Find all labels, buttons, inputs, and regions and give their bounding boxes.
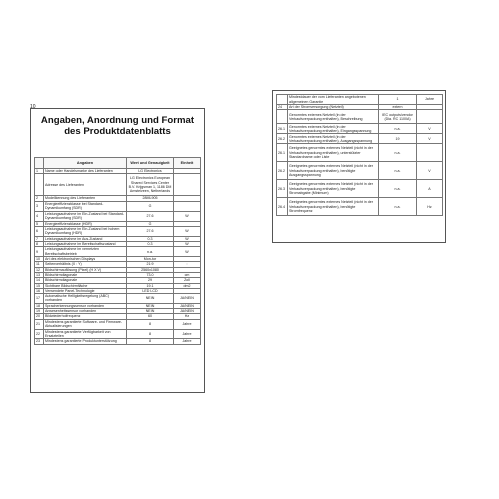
row-value: 27.6 [127,226,174,236]
row-number: 8 [35,242,44,247]
row-unit: V [417,162,443,180]
row-unit: A [417,180,443,198]
row-label: Verwendete Panel-Technologie [44,288,127,293]
row-number [277,110,288,124]
table-row [277,198,443,216]
row-label: Geeignetes genormtes externes Netzteil (nicht in der Verkaufsverpackung enthalten), benötigte Stromfrequenz [288,198,379,216]
row-number: 2 [35,196,44,201]
row-value: IEC outputs/vendor (Dia. RC 1100A) [379,110,417,124]
row-unit: W [174,236,201,241]
row-number: 7 [35,236,44,241]
row-label: Mindestens garantierte Verfügbarkeit von Ersatzteilen [44,329,127,339]
row-number [35,174,44,196]
row-label: Spracherkennungssensor vorhanden [44,303,127,308]
row-number: 24 [277,105,288,110]
row-unit: Zoll [174,278,201,283]
row-label: Leistungsaufnahme im Aus-Zustand [44,236,127,241]
row-value: G [127,221,174,226]
row-unit [417,144,443,162]
row-label: Name oder Handelsmarke des Lieferanten [44,169,127,174]
row-number: 15 [35,283,44,288]
row-value: 60 [127,314,174,319]
row-label: Genormtes externes Netzteil (in der Verkaufsverpackung enthalten), Beschreibung [288,110,379,124]
table-row [35,319,201,329]
row-value: NEIN [127,309,174,314]
row-value: 1 [379,95,417,105]
table-row [35,294,201,304]
row-unit: JA/NEIN [174,309,201,314]
row-value: 8 [127,329,174,339]
row-unit: V [417,124,443,134]
row-unit: W [174,242,201,247]
table-row [35,174,201,196]
row-number: 21 [35,319,44,329]
row-value: 0.3 [127,236,174,241]
row-number: 11 [35,262,44,267]
row-label: Art des elektronischen Displays [44,257,127,262]
row-label: Leistungsaufnahme im Ein-Zustand bei hohem Dynamikumfang (HDR) [44,226,127,236]
header-unit: Einheit [174,158,201,169]
row-value: n.a. [379,198,417,216]
row-unit: V [417,134,443,144]
row-number: 26.2 [277,162,288,180]
row-value: 0.3 [127,242,174,247]
row-number: 26.4 [277,198,288,216]
row-label: Art der Stromversorgung (Netzteil) [288,105,379,110]
row-number [277,95,288,105]
table-row [35,329,201,339]
row-value: LG Electronics [127,169,174,174]
table-row [35,211,201,221]
row-value: G [127,201,174,211]
row-number: 26.1 [277,124,288,134]
row-number: 17 [35,294,44,304]
row-value: n.a. [379,144,417,162]
row-number: 23 [35,339,44,344]
table-row [35,226,201,236]
row-value: 73.0 [127,272,174,277]
row-number: 26.2 [277,134,288,144]
row-label: Genormtes externes Netzteil (in der Verkaufsverpackung enthalten), Eingangsspannung [288,124,379,134]
table-row [277,162,443,180]
row-label: Leistungsaufnahme im vernetzten Bereitschaftsbetrieb [44,247,127,257]
row-value: n.a. [127,247,174,257]
row-label: Mindestens garantierte Software- und Firmware-Aktualisierungen [44,319,127,329]
row-value: 28ML905 [127,196,174,201]
row-unit: W [174,247,201,257]
row-number: 13 [35,272,44,277]
row-value: 27.6 [127,211,174,221]
row-unit: Jahre [174,319,201,329]
row-value: LG Electronics European Shared Services Center B.V. Krijgsman 1, 1186 DM Amstelveen, Netherlands [127,174,174,196]
row-number: 4 [35,211,44,221]
table-row [277,124,443,134]
row-number: 18 [35,303,44,308]
row-unit: Jahre [174,329,201,339]
datasheet-page-right [272,90,446,243]
row-value: 8 [127,319,174,329]
row-value: Mon-tor [127,257,174,262]
row-unit [174,201,201,211]
row-value: n.a. [379,124,417,134]
row-value: 19.1 [127,283,174,288]
power-supply-table [276,94,443,216]
table-row [35,247,201,257]
row-number: 3 [35,201,44,211]
table-row [277,144,443,162]
row-unit: cm [174,272,201,277]
row-unit: Jahre [174,339,201,344]
table-row [35,339,201,344]
document-title: Angaben, Anordnung und Format des Produktdatenblatts [40,115,195,137]
header-number [35,158,44,169]
row-unit: JA/NEIN [174,303,201,308]
row-number: 1 [35,169,44,174]
row-label: Bildschirmdiagonale [44,272,127,277]
row-value: 8 [127,339,174,344]
row-value: NEIN [127,303,174,308]
table-row [277,180,443,198]
row-unit: W [174,211,201,221]
row-unit: Hz [417,198,443,216]
row-value: 19 [379,134,417,144]
row-unit [417,110,443,124]
row-number: 26.1 [277,144,288,162]
row-unit: W [174,226,201,236]
row-value: n.a. [379,162,417,180]
row-label: Leistungsaufnahme im Ein-Zustand bei Standard-Dynamikumfang (SDR) [44,211,127,221]
table-row [277,110,443,124]
row-label: Mindestens garantierte Produktunterstützung [44,339,127,344]
row-label: Mindestdauer der vom Lieferanten angebotenen allgemeinen Garantie [288,95,379,105]
table-row [277,134,443,144]
header-info: Angaben [44,158,127,169]
row-unit: Jahre [417,95,443,105]
row-number: 19 [35,309,44,314]
row-number: 6 [35,226,44,236]
datasheet-page-left [30,108,205,393]
row-unit: : [174,262,201,267]
row-number: 14 [35,278,44,283]
row-value: n.a. [379,180,417,198]
row-unit: dm2 [174,283,201,288]
row-label: Automatische Helligkeitsregelung (ABC) vorhanden [44,294,127,304]
row-number: 26.3 [277,180,288,198]
row-label: Energieeffizienzklasse bei Standard-Dynamikumfang (SDR) [44,201,127,211]
row-label: Leistungsaufnahme im Bereitschaftszustand [44,242,127,247]
row-unit [174,174,201,196]
row-value: 2560x1080 [127,267,174,272]
header-value: Wert und Genauigkeit [127,158,174,169]
row-value: 29 [127,278,174,283]
row-value: LED LCD [127,288,174,293]
row-label: Modellkennung des Lieferanten [44,196,127,201]
row-number: 16 [35,288,44,293]
row-label: Bildwiederholfrequenz [44,314,127,319]
row-label: Geeignetes genormtes externes Netzteil (nicht in der Verkaufsverpackung enthalten), unterstützter Standardname oder Liste [288,144,379,162]
row-number: 20 [35,314,44,319]
row-label: Genormtes externes Netzteil (in der Verkaufsverpackung enthalten), Ausgangsspannung [288,134,379,144]
row-label: Bildschirmdiagonale [44,278,127,283]
row-value: extern [379,105,417,110]
row-label: Sichtbare Bildschirmfläche [44,283,127,288]
row-label: Adresse des Lieferanten [44,174,127,196]
row-value: NEIN [127,294,174,304]
table-row [277,95,443,105]
row-label: Geeignetes genormtes externes Netzteil (nicht in der Verkaufsverpackung enthalten), benötigte Stromabgabe (Minimum) [288,180,379,198]
table-row [35,201,201,211]
row-number: 12 [35,267,44,272]
row-label: Seitenverhältnis (X : Y) [44,262,127,267]
table-header-row [35,158,201,169]
row-value: 21:9 [127,262,174,267]
page-number: 10 [30,104,36,110]
row-label: Energieeffizienzklasse (HDR) [44,221,127,226]
row-number: 10 [35,257,44,262]
row-label: Bildschirmauflösung (Pixel) (H X V) [44,267,127,272]
row-unit: JA/NEIN [174,294,201,304]
row-number: 9 [35,247,44,257]
row-label: Anwesenheitssensor vorhanden [44,309,127,314]
row-unit: Hz [174,314,201,319]
product-data-table [34,157,201,345]
row-number: 5 [35,221,44,226]
row-label: Geeignetes genormtes externes Netzteil (nicht in der Verkaufsverpackung enthalten), benötigte Ausgangsspannung [288,162,379,180]
row-number: 22 [35,329,44,339]
